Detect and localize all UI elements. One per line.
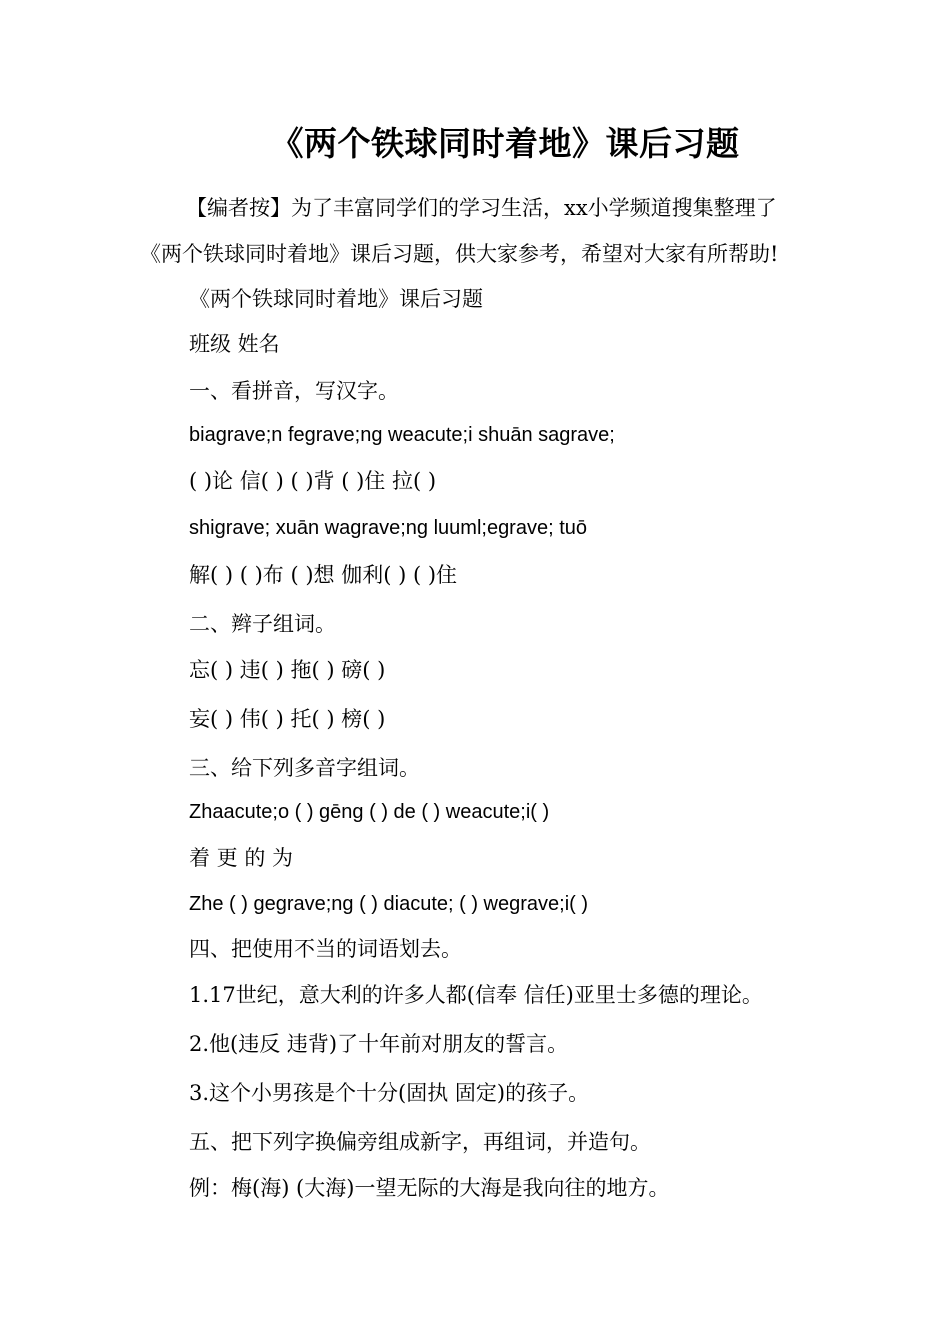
section-2-heading: 二、辫子组词。 bbox=[189, 612, 336, 636]
subtitle-line: 《两个铁球同时着地》课后习题 bbox=[189, 287, 483, 311]
blank-line-1: ( )论 信( ) ( )背 ( )住 拉( ) bbox=[189, 469, 437, 493]
exercise-4-item-3: 3.这个小男孩是个十分(固执 固定)的孩子。 bbox=[189, 1081, 590, 1105]
pinyin-line-2: shigrave; xuān wagrave;ng luuml;egrave; tuō bbox=[189, 517, 588, 539]
pinyin-line-1: biagrave;n fegrave;ng weacute;i shuān sagrave; bbox=[189, 424, 615, 446]
example-line: 例：梅(海) (大海)一望无际的大海是我向往的地方。 bbox=[189, 1176, 670, 1200]
class-name-line: 班级 姓名 bbox=[189, 332, 280, 356]
editor-note: 【编者按】为了丰富同学们的学习生活，xx小学频道搜集整理了《两个铁球同时着地》课后习题，供大家参考，希望对大家有所帮助! bbox=[140, 196, 779, 266]
section-1-heading: 一、看拼音，写汉字。 bbox=[189, 379, 399, 403]
blank-line-2: 解( ) ( )布 ( )想 伽利( ) ( )住 bbox=[189, 563, 458, 587]
polyphone-pinyin-line-1: Zhaacute;o ( ) gēng ( ) de ( ) weacute;i( ) bbox=[189, 801, 550, 823]
section-3-heading: 三、给下列多音字组词。 bbox=[189, 756, 420, 780]
section-5-heading: 五、把下列字换偏旁组成新字，再组词，并造句。 bbox=[189, 1130, 651, 1154]
section-4-heading: 四、把使用不当的词语划去。 bbox=[189, 937, 462, 961]
exercise-4-item-2: 2.他(违反 违背)了十年前对朋友的誓言。 bbox=[189, 1032, 569, 1056]
word-group-line-2: 妄( ) 伟( ) 托( ) 榜( ) bbox=[189, 707, 386, 731]
polyphone-pinyin-line-2: Zhe ( ) gegrave;ng ( ) diacute; ( ) wegrave;i( ) bbox=[189, 893, 589, 915]
exercise-4-item-1: 1.17世纪，意大利的许多人都(信奉 信任)亚里士多德的理论。 bbox=[189, 983, 763, 1007]
page-title: 《两个铁球同时着地》课后习题 bbox=[270, 124, 740, 163]
polyphone-chars-line: 着 更 的 为 bbox=[189, 846, 294, 870]
word-group-line-1: 忘( ) 违( ) 拖( ) 磅( ) bbox=[189, 658, 386, 682]
